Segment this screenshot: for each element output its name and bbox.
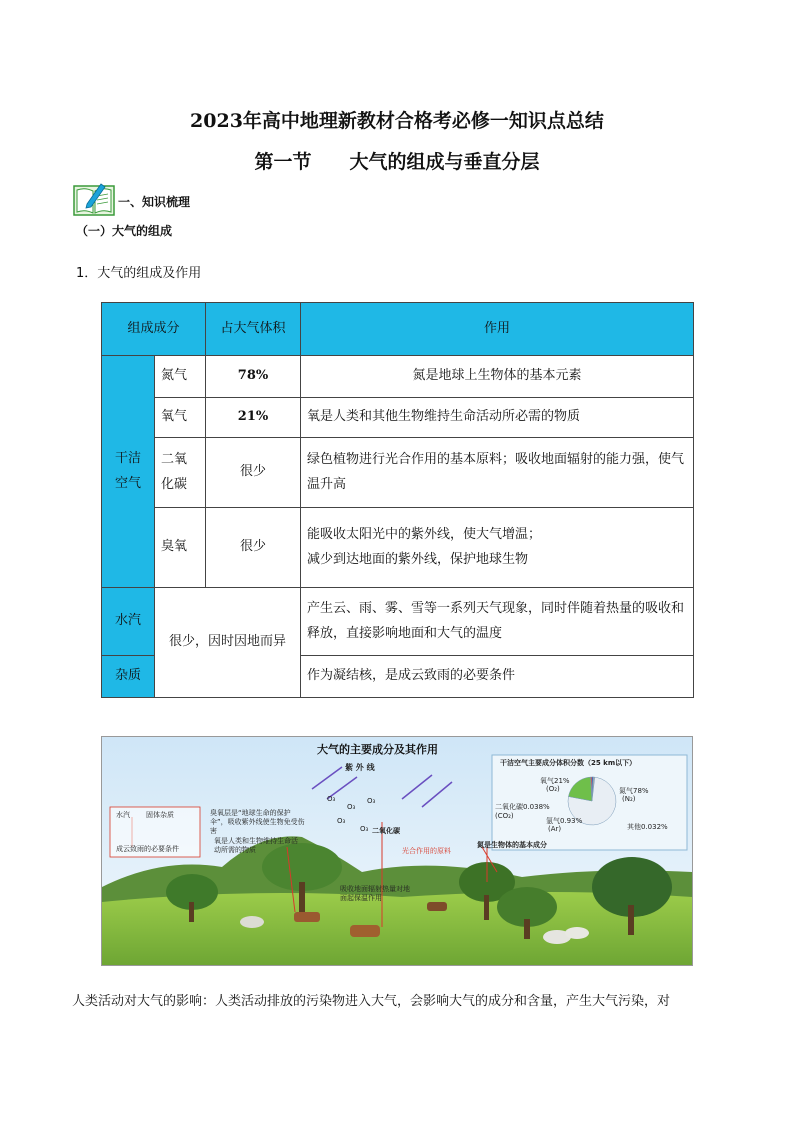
gas-name: 臭氧 [155,508,206,588]
pie-slice [568,777,592,801]
gas-volume: 21% [206,398,301,438]
section-heading [0,147,794,174]
gas-name [155,438,206,508]
pie-title: 干洁空气主要成分体积分数（25 km以下） [500,759,637,767]
pie-label-co2-formula: (CO₂) [495,812,514,820]
table-row [102,588,694,656]
ozone-mark: O₃ [360,825,369,833]
book-icon [73,182,115,216]
table-row [102,356,694,398]
header-component: 组成成分 [102,303,206,356]
gas-role [301,508,694,588]
dust-label: 固体杂质 [146,811,174,819]
oxygen-label: 氧是人类和生物维持生命活动所需的物质 [214,837,298,854]
gas-name: 氮气 [155,356,206,398]
pie-label-n2-formula: (N₂) [622,795,636,803]
uv-label: 紫 外 线 [345,763,375,772]
table-row [102,398,694,438]
vapor-label: 水汽 [116,811,130,819]
vapor-cell: 水汽 [102,588,155,656]
pie-label-n2: 氮气78% [619,787,649,795]
dry-air-label-1: 干洁 [114,450,141,466]
ozone-mark: O₃ [347,803,356,811]
dry-air-cell [102,356,155,588]
gas-volume: 很少 [206,508,301,588]
header-role: 作用 [301,303,694,356]
header-volume: 占大气体积 [206,303,301,356]
pie-label-o2: 氧气21% [540,777,570,785]
nitrogen-label: 氮是生物体的基本成分 [477,841,547,849]
gas-role: 氮是地球上生物体的基本元素 [301,356,694,398]
section-title: 大气的组成与垂直分层 [349,151,540,173]
pie-label-ar-formula: (Ar) [548,825,562,833]
atmosphere-illustration [101,736,693,966]
gas-role: 氧是人类和其他生物维持生命活动所必需的物质 [301,398,694,438]
document-title: 2023年高中地理新教材合格考必修一知识点总结 [190,110,604,132]
vapor-impurity-volume: 很少，因时因地而异 [155,588,301,698]
ozone-mark: O₃ [367,797,376,805]
gas-volume: 78% [206,356,301,398]
figure-title: 大气的主要成分及其作用 [317,743,438,756]
heading-composition: （一）大气的组成 [76,224,173,238]
heading-knowledge: 一、知识梳理 [118,195,191,209]
gas-volume: 很少 [206,438,301,508]
impurity-cell: 杂质 [102,656,155,698]
gas-name-line-2: 化碳 [161,476,188,492]
section-number: 第一节 [254,151,312,173]
dry-air-label-2: 空气 [114,475,141,491]
pie-label-o2-formula: (O₂) [546,785,560,793]
gas-name-line-1: 二氧 [161,451,188,467]
absorb-label: 吸收地面辐射热量对地面起保温作用 [340,885,410,902]
gas-name: 氧气 [155,398,206,438]
ozone-role-line-1: 能吸收太阳光中的紫外线，使大气增温； [307,526,542,542]
impurity-role: 作为凝结核，是成云致雨的必要条件 [301,656,694,698]
ozone-mark: O₃ [327,795,336,803]
human-impact-paragraph: 人类活动对大气的影响：人类活动排放的污染物进入大气，会影响大气的成分和含量，产生大气污染，对 [72,994,671,1009]
item-heading: 1．大气的组成及作用 [76,266,202,281]
table-row [102,508,694,588]
rain-label: 成云致雨的必要条件 [116,845,179,853]
vapor-role: 产生云、雨、雾、雪等一系列天气现象，同时伴随着热量的吸收和释放，直接影响地面和大气的温度 [301,588,694,656]
ozone-role-line-2: 减少到达地面的紫外线，保护地球生物 [307,551,529,567]
gas-role: 绿色植物进行光合作用的基本原料；吸收地面辐射的能力强，使气温升高 [301,438,694,508]
co2-label: 二氧化碳 [372,827,400,835]
pie-label-other: 其他0.032% [627,823,668,831]
ozone-layer-label: 臭氧层是“地球生命的保护伞”，吸收紫外线使生物免受伤害 [210,809,305,835]
photosynthesis-label: 光合作用的原料 [402,847,451,855]
pie-label-co2: 二氧化碳0.038% [495,803,550,811]
table-header-row [102,303,694,356]
ozone-mark: O₃ [337,817,346,825]
table-row [102,438,694,508]
composition-table [101,302,694,698]
pie-label-ar: 氩气0.93% [546,817,583,825]
